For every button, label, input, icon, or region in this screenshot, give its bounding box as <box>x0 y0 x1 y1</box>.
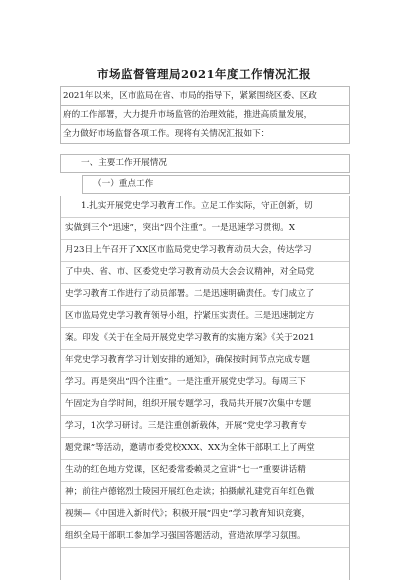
body-line: 视频—《中国进入新时代》；积极开展“四史”学习教育知识竞赛， <box>61 504 349 526</box>
intro-line: 府的工作部署，大力提升市场监管的治理效能，推进高质量发展， <box>61 106 349 125</box>
body-line: 神；前往卢德铭烈士陵园开展红色走读；拍摄献礼建党百年红色微 <box>61 482 349 504</box>
body-line: 学习，1次学习研讨。三是注重创新载体，开展“党史学习教育专 <box>61 416 349 438</box>
section-heading-1 <box>60 154 350 173</box>
body-line: 学习。再是突出“四个注重”。一是注重开展党史学习。每周三下 <box>61 372 349 394</box>
body-line: 组织全局干部职工参加学习强国答题活动，营造浓厚学习氛围。 <box>61 526 349 548</box>
body-line: 1.扎实开展党史学习教育工作。立足工作实际，守正创新，切 <box>61 196 349 218</box>
body-line: 题党课”等活动，邀请市委党校XXX、XX为全体干部职工上了两堂 <box>61 438 349 460</box>
section-heading-2-text: （一）重点工作 <box>93 179 154 189</box>
body-line: 了中央、省、市、区委党史学习教育动员大会会议精神，对全局党 <box>61 262 349 284</box>
body-paragraph <box>60 196 350 580</box>
section-heading-1-text: 一、主要工作开展情况 <box>81 158 167 168</box>
body-line: 月23日上午召开了XX区市监局党史学习教育动员大会，传达学习 <box>61 240 349 262</box>
intro-line: 2021年以来，区市监局在省、市局的指导下，紧紧围绕区委、区政 <box>61 87 349 106</box>
section-heading-2 <box>82 175 350 194</box>
body-line: 史学习教育工作进行了动员部署。二是迅速明确责任。专门成立了 <box>61 284 349 306</box>
intro-paragraph <box>60 86 350 144</box>
body-line: 案。印发《关于在全局开展党史学习教育的实施方案》《关于2021 <box>61 328 349 350</box>
document-title: 市场监督管理局2021年度工作情况汇报 <box>96 67 311 81</box>
body-line: 实做到三个“迅速”，突出“四个注重”。一是迅速学习贯彻。X <box>61 218 349 240</box>
intro-line: 全力做好市场监督各项工作。现将有关情况汇报如下： <box>61 125 349 144</box>
body-line: 午固定为自学时间，组织开展专题学习，我局共开展7次集中专题 <box>61 394 349 416</box>
body-line: 生动的红色地方党课，区纪委常委赖灵之宣讲“七一”重要讲话精 <box>61 460 349 482</box>
body-line: 年党史学习教育学习计划安排的通知》，确保按时间节点完成专题 <box>61 350 349 372</box>
body-line: 区市监局党史学习教育领导小组，拧紧压实责任。三是迅速制定方 <box>61 306 349 328</box>
